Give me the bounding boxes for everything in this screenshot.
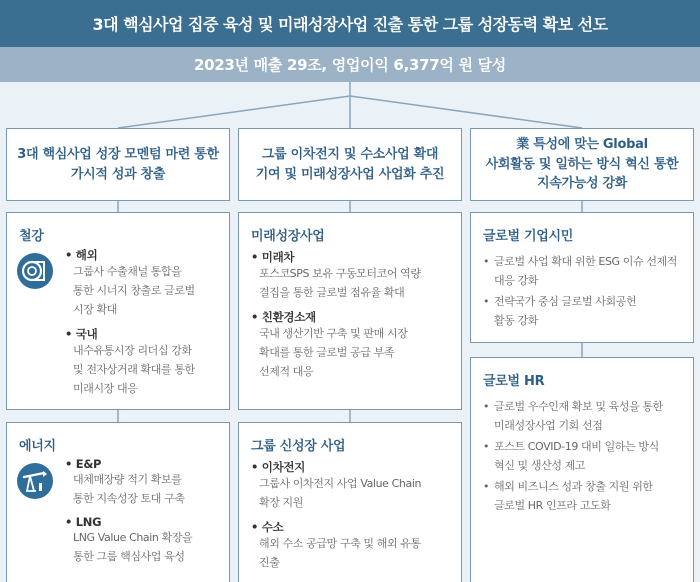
pillar-sustainability xyxy=(470,128,694,201)
global-hr-item: • 포스트 COVID-19 대비 일하는 방식 혁신 및 생산성 제고 xyxy=(483,438,689,476)
future-item-eco-head: • 친환경소재 xyxy=(251,309,457,325)
global-hr-item: • 글로벌 우수인재 확보 및 육성을 통한 미래성장사업 기회 선점 xyxy=(483,398,689,436)
global-citizen-list xyxy=(483,253,689,333)
group-new-growth-title: 그룹 신성장 사업 xyxy=(251,439,346,454)
group-item-battery-head: • 이차전지 xyxy=(251,459,457,475)
steel-item-overseas-body: 그룹사 수출채널 통합을 통한 시너지 창출로 글로벌 시장 확대 xyxy=(73,265,195,316)
steel-item-domestic-head: • 국내 xyxy=(65,326,225,342)
main-goal-banner xyxy=(0,0,700,47)
group-new-growth-card xyxy=(238,422,462,582)
oil-pump-icon xyxy=(17,463,53,499)
pillar-core-business-text: 3대 핵심사업 성장 모멘텀 마련 통한 가시적 성과 창출 xyxy=(17,147,219,182)
global-citizen-title: 글로벌 기업시민 xyxy=(483,229,574,244)
connector-right xyxy=(350,96,582,128)
energy-item-lng-head: • LNG xyxy=(65,515,225,529)
global-citizen-card xyxy=(470,212,694,343)
pillar-core-business xyxy=(6,128,230,201)
global-citizen-item: • 전략국가 중심 글로벌 사회공헌 활동 강화 xyxy=(483,293,689,331)
energy-items xyxy=(65,453,225,567)
future-item-eco-body: 국내 생산기반 구축 및 판매 시장 확대를 통한 글로벌 공급 부족 선제적 대응 xyxy=(259,326,408,378)
energy-item-ep-body: 대체매장량 적기 확보를 통한 지속성장 토대 구축 xyxy=(73,473,185,505)
pillar-future-growth-text: 그룹 이차전지 및 수소사업 확대 기여 및 미래성장사업 사업화 추진 xyxy=(255,147,445,182)
steel-item-domestic-body: 내수유통시장 리더십 강화 및 전자상거래 확대를 통한 미래시장 대응 xyxy=(73,343,195,395)
global-hr-list xyxy=(483,398,689,517)
energy-title: 에너지 xyxy=(19,439,56,454)
steel-title: 철강 xyxy=(19,229,44,244)
steel-card xyxy=(6,212,230,410)
connector-left xyxy=(118,96,350,128)
global-hr-card xyxy=(470,357,694,582)
group-item-battery-body: 그룹사 이차전지 사업 Value Chain 확장 지원 xyxy=(259,477,422,509)
energy-item-ep-head: • E&P xyxy=(65,457,225,471)
energy-item-lng-body: LNG Value Chain 확장을 통한 그룹 핵심사업 육성 xyxy=(73,530,193,563)
global-hr-title: 글로벌 HR xyxy=(483,374,545,389)
future-item-car-body: 포스코SPS 보유 구동모터코어 역량 결집을 통한 글로벌 점유율 확대 xyxy=(259,267,421,299)
steel-coil-icon xyxy=(17,253,53,289)
future-growth-items xyxy=(251,245,457,382)
performance-banner xyxy=(0,47,700,82)
energy-card xyxy=(6,422,230,582)
group-new-growth-items xyxy=(251,455,457,573)
pillar-future-growth xyxy=(238,128,462,201)
group-item-hydrogen-body: 해외 수소 공급망 구축 및 해외 유통 진출 xyxy=(259,536,421,569)
future-growth-card xyxy=(238,212,462,410)
group-item-hydrogen-head: • 수소 xyxy=(251,519,457,535)
steel-item-overseas-head: • 해외 xyxy=(65,247,225,263)
global-hr-item: • 해외 비즈니스 성과 창출 지원 위한 글로벌 HR 인프라 고도화 xyxy=(483,478,689,516)
global-citizen-item: • 글로벌 사업 확대 위한 ESG 이슈 선제적 대응 강화 xyxy=(483,253,689,291)
pillar-sustainability-text: 業 특성에 맞는 Global 사회활동 및 일하는 방식 혁신 통한 지속가능성 강화 xyxy=(485,137,679,192)
future-item-car-head: • 미래차 xyxy=(251,249,457,265)
future-growth-title: 미래성장사업 xyxy=(251,229,325,244)
performance-text: 2023년 매출 29조, 영업이익 6,377억 원 달성 xyxy=(194,56,506,74)
steel-items xyxy=(65,243,225,398)
main-goal-text: 3대 핵심사업 집중 육성 및 미래성장사업 진출 통한 그룹 성장동력 확보 선도 xyxy=(92,15,608,34)
